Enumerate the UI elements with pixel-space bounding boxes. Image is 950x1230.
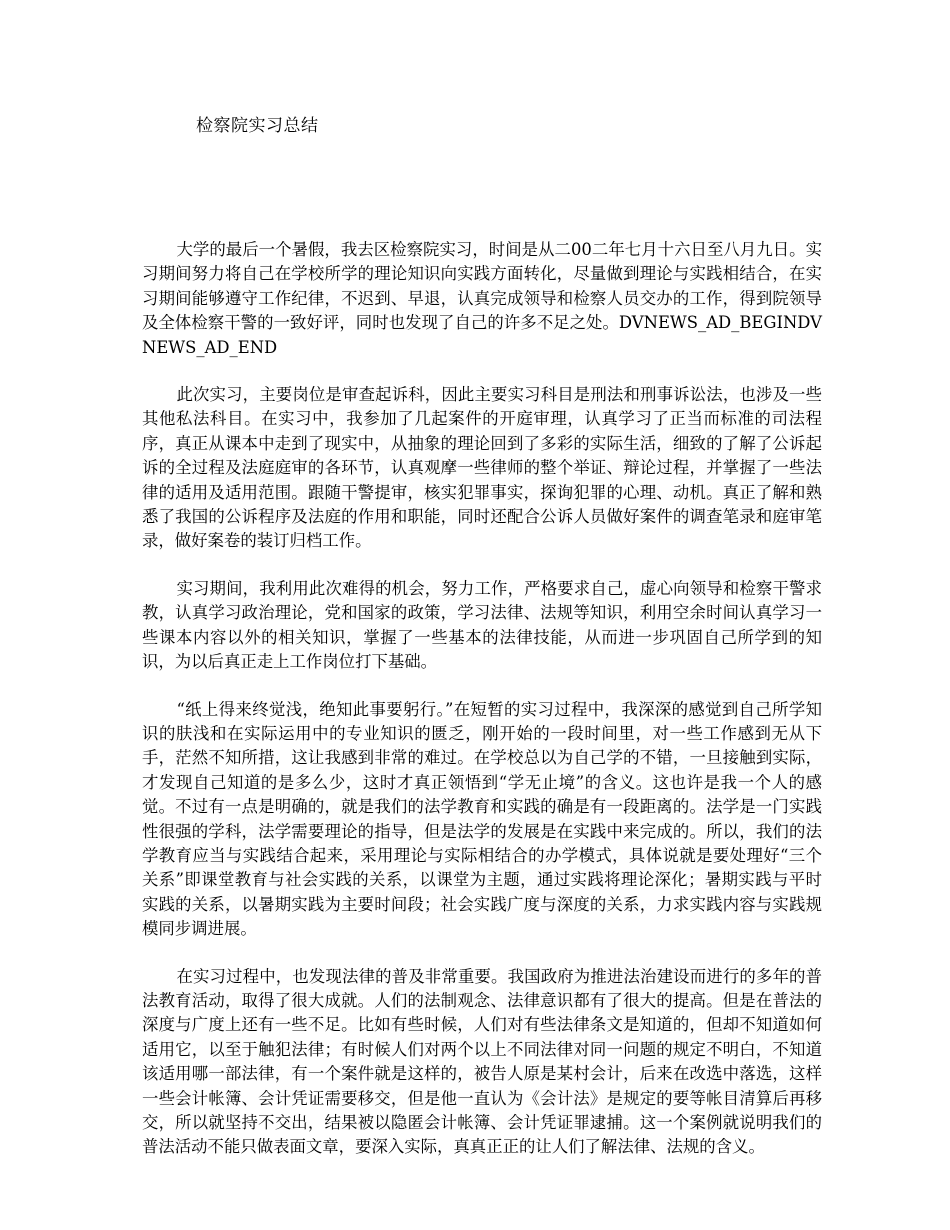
- document-body: [142, 238, 822, 1160]
- paragraph-4: “纸上得来终觉浅，绝知此事要躬行。”在短暂的实习过程中，我深深的感觉到自己所学知识的肤浅和在实际运用中的专业知识的匮乏，刚开始的一段时间里，对一些工作感到无从下手，茫然不知所措，这让我感到非常的难过。在学校总以为自己学的不错，一旦接触到实际，才发现自己知道的是多么少，这时才真正领悟到“学无止境”的含义。这也许是我一个人的感觉。不过有一点是明确的，就是我们的法学教育和实践的确是有一段距离的。法学是一门实践性很强的学科，法学需要理论的指导，但是法学的发展是在实践中来完成的。所以，我们的法学教育应当与实践结合起来，采用理论与实际相结合的办学模式，具体说就是要处理好“三个关系”即课堂教育与社会实践的关系，以课堂为主题，通过实践将理论深化；暑期实践与平时实践的关系，以暑期实践为主要时间段；社会实践广度与深度的关系，力求实践内容与实践规模同步调进展。: [142, 699, 822, 939]
- paragraph-5: 在实习过程中，也发现法律的普及非常重要。我国政府为推进法治建设而进行的多年的普法教育活动，取得了很大成就。人们的法制观念、法律意识都有了很大的提高。但是在普法的深度与广度上还有一些不足。比如有些时候，人们对有些法律条文是知道的，但却不知道如何适用它，以至于触犯法律；有时候人们对两个以上不同法律对同一问题的规定不明白，不知道该适用哪一部法律，有一个案件就是这样的，被告人原是某村会计，后来在改选中落选，这样一些会计帐簿、会计凭证需要移交，但是他一直认为《会计法》是规定的要等帐目清算后再移交，所以就坚持不交出，结果被以隐匿会计帐簿、会计凭证罪逮捕。这一个案例就说明我们的普法活动不能只做表面文章，要深入实际，真真正正的让人们了解法律、法规的含义。: [142, 966, 822, 1157]
- document-title: 检察院实习总结: [196, 116, 319, 136]
- paragraph-3: 实习期间，我利用此次难得的机会，努力工作，严格要求自己，虚心向领导和检察干警求教，认真学习政治理论，党和国家的政策，学习法律、法规等知识，利用空余时间认真学习一些课本内容以外的相关知识，掌握了一些基本的法律技能，从而进一步巩固自己所学到的知识，为以后真正走上工作岗位打下基础。: [142, 578, 822, 672]
- paragraph-1: 大学的最后一个暑假，我去区检察院实习，时间是从二00二年七月十六日至八月九日。实习期间努力将自己在学校所学的理论知识向实践方面转化，尽量做到理论与实践相结合，在实习期间能够遵守工作纪律，不迟到、早退，认真完成领导和检察人员交办的工作，得到院领导及全体检察干警的一致好评，同时也发现了自己的许多不足之处。DVNEWS_AD_BEGINDVNEWS_AD_END: [142, 240, 822, 357]
- paragraph-2: 此次实习，主要岗位是审查起诉科，因此主要实习科目是刑法和刑事诉讼法，也涉及一些其他私法科目。在实习中，我参加了几起案件的开庭审理，认真学习了正当而标准的司法程序，真正从课本中走到了现实中，从抽象的理论回到了多彩的实际生活，细致的了解了公诉起诉的全过程及法庭庭审的各环节，认真观摩一些律师的整个举证、辩论过程，并掌握了一些法律的适用及适用范围。跟随干警提审，核实犯罪事实，探询犯罪的心理、动机。真正了解和熟悉了我国的公诉程序及法庭的作用和职能，同时还配合公诉人员做好案件的调查笔录和庭审笔录，做好案卷的装订归档工作。: [142, 385, 822, 551]
